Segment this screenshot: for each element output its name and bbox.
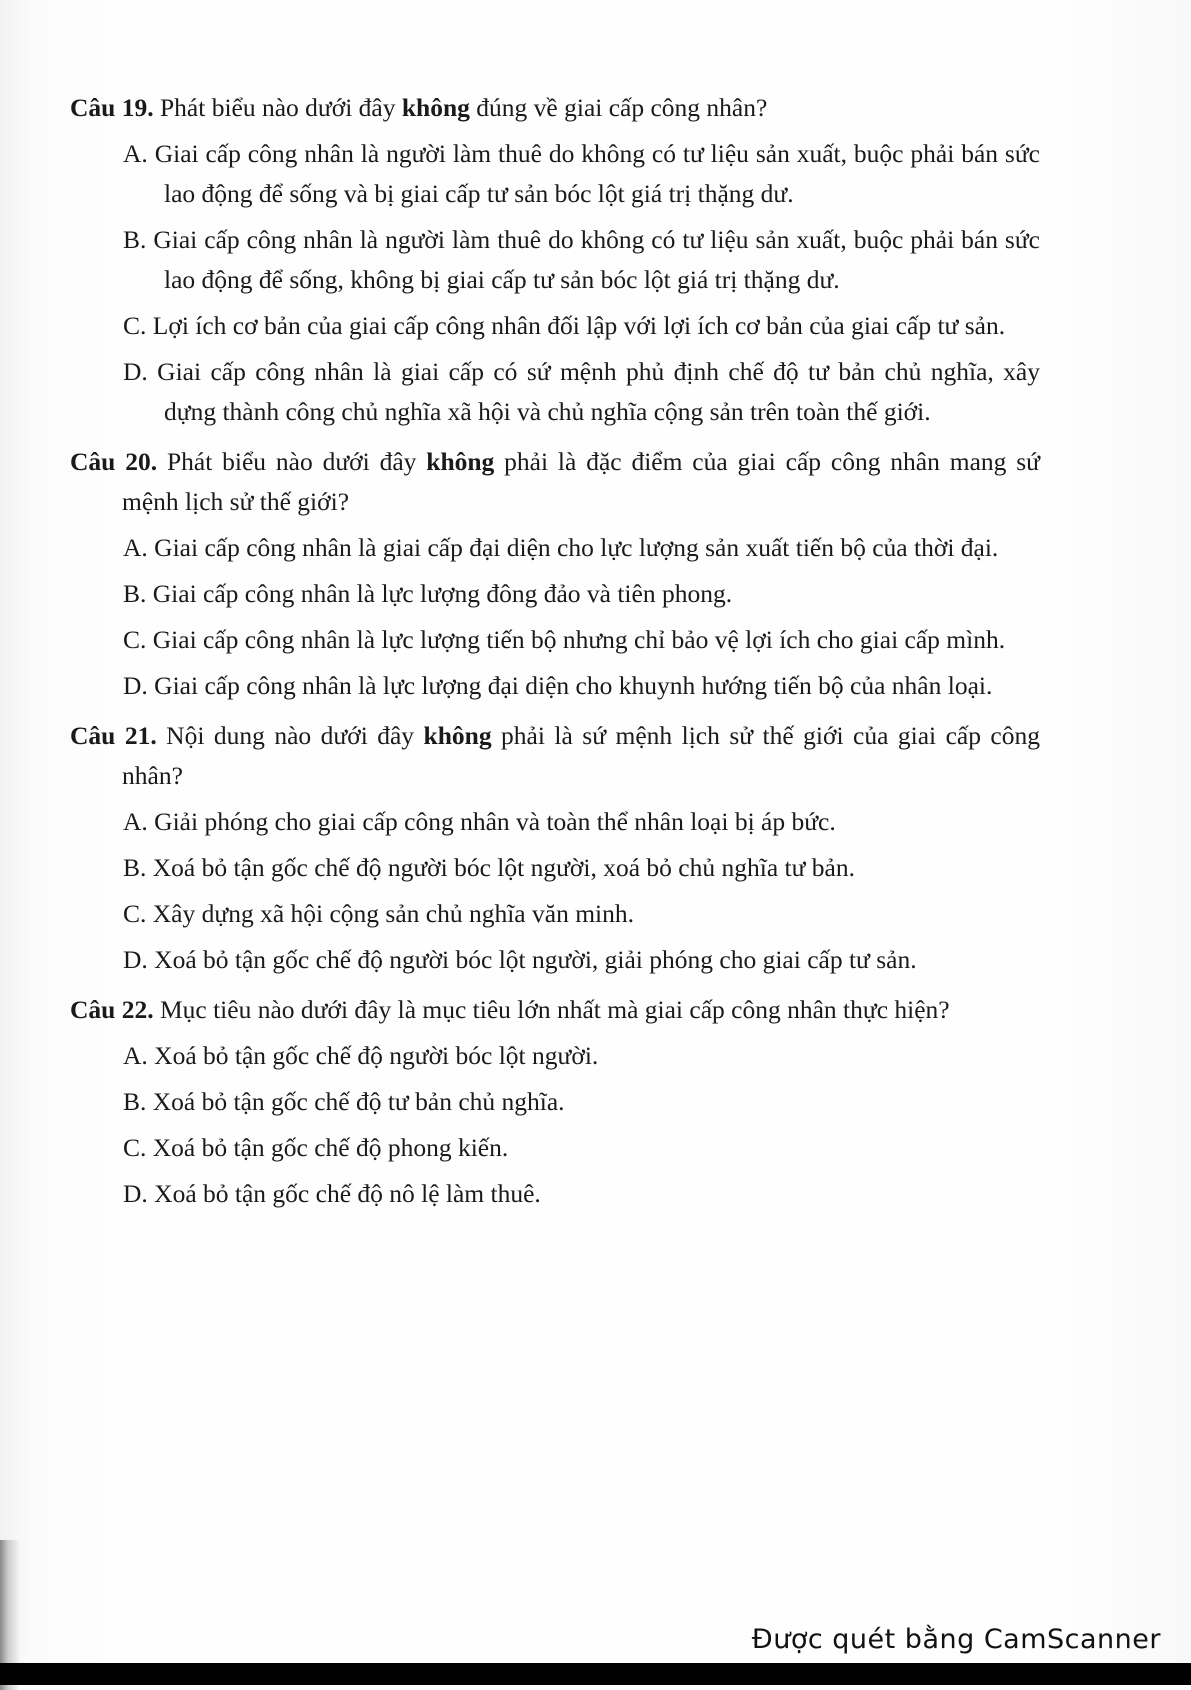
option-list [70, 1036, 1040, 1214]
option-b: B. Xoá bỏ tận gốc chế độ người bóc lột người, xoá bỏ chủ nghĩa tư bản. [123, 853, 856, 882]
option-c: C. Lợi ích cơ bản của giai cấp công nhân đối lập với lợi ích cơ bản của giai cấp tư sản. [123, 311, 1006, 340]
option-list [70, 802, 1040, 980]
question-label: Câu 22. [70, 995, 154, 1024]
option-d: D. Giai cấp công nhân là lực lượng đại diện cho khuynh hướng tiến bộ của nhân loại. [123, 671, 993, 700]
option-a: A. Giai cấp công nhân là giai cấp đại diện cho lực lượng sản xuất tiến bộ của thời đại. [123, 533, 999, 562]
question-21 [70, 716, 1040, 980]
option-c: C. Giai cấp công nhân là lực lượng tiến bộ nhưng chỉ bảo vệ lợi ích cho giai cấp mình. [123, 625, 1006, 654]
scanner-watermark: Được quét bằng CamScanner [751, 1624, 1161, 1655]
option-a: A. Giải phóng cho giai cấp công nhân và toàn thể nhân loại bị áp bức. [123, 807, 836, 836]
stem-text-end: phải là đặc điểm của giai cấp công nhân mang sứ mệnh lịch sử thế giới? [122, 447, 1040, 516]
stem-text-end: phải là sứ mệnh lịch sử thế giới của giai cấp công nhân? [122, 721, 1040, 790]
question-20 [70, 442, 1040, 706]
stem-emphasis: không [401, 93, 470, 122]
stem-text: Phát biểu nào dưới đây [157, 447, 427, 476]
option-b: B. Giai cấp công nhân là người làm thuê do không có tư liệu sản xuất, buộc phải bán sức lao động để sống, không bị giai cấp tư sản bóc lột giá trị thặng dư. [123, 225, 1040, 294]
question-list [70, 88, 1040, 1224]
question-stem [70, 990, 1040, 1030]
stem-emphasis: không [426, 447, 495, 476]
option-c: C. Xoá bỏ tận gốc chế độ phong kiến. [123, 1133, 509, 1162]
stem-text-end: đúng về giai cấp công nhân? [469, 93, 768, 122]
option-a: A. Giai cấp công nhân là người làm thuê do không có tư liệu sản xuất, buộc phải bán sức lao động để sống và bị giai cấp tư sản bóc lột giá trị thặng dư. [123, 139, 1040, 208]
question-label: Câu 20. [70, 447, 158, 476]
scan-bottom-edge [0, 1663, 1191, 1685]
option-b: B. Giai cấp công nhân là lực lượng đông đảo và tiên phong. [123, 579, 733, 608]
question-label: Câu 21. [70, 721, 157, 750]
option-d: D. Xoá bỏ tận gốc chế độ người bóc lột người, giải phóng cho giai cấp tư sản. [123, 945, 917, 974]
stem-text: Nội dung nào dưới đây [156, 721, 424, 750]
option-a: A. Xoá bỏ tận gốc chế độ người bóc lột người. [123, 1041, 599, 1070]
question-stem [70, 88, 1040, 128]
option-c: C. Xây dựng xã hội cộng sản chủ nghĩa văn minh. [123, 899, 634, 928]
stem-text: Mục tiêu nào dưới đây là mục tiêu lớn nhất mà giai cấp công nhân thực hiện? [153, 995, 950, 1024]
option-list [70, 134, 1040, 432]
stem-text: Phát biểu nào dưới đây [153, 93, 402, 122]
option-d: D. Xoá bỏ tận gốc chế độ nô lệ làm thuê. [123, 1179, 541, 1208]
stem-emphasis: không [423, 721, 492, 750]
option-b: B. Xoá bỏ tận gốc chế độ tư bản chủ nghĩa. [123, 1087, 565, 1116]
question-22 [70, 990, 1040, 1214]
option-d: D. Giai cấp công nhân là giai cấp có sứ mệnh phủ định chế độ tư bản chủ nghĩa, xây dựng thành công chủ nghĩa xã hội và chủ nghĩa cộng sản trên toàn thế giới. [123, 357, 1040, 426]
question-stem [70, 442, 1040, 522]
question-label: Câu 19. [70, 93, 154, 122]
option-list [70, 528, 1040, 706]
question-stem [70, 716, 1040, 796]
question-19 [70, 88, 1040, 432]
